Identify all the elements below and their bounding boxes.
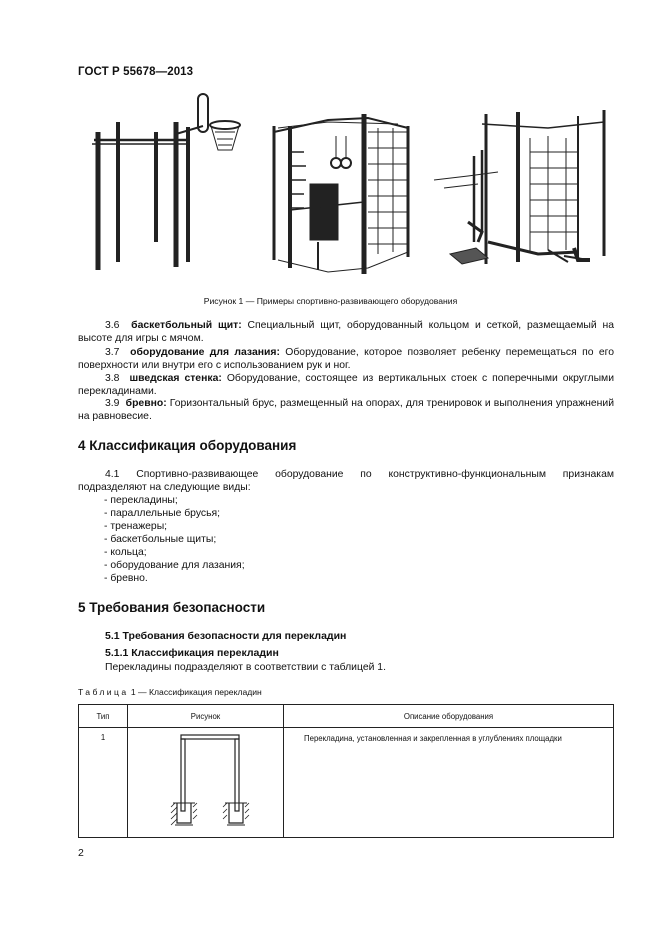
fitness-equipment-illustration xyxy=(434,110,604,264)
definition-term: шведская стенка: xyxy=(129,373,222,384)
pullup-bars-with-hoop-illustration xyxy=(92,94,240,270)
definition-3-9 xyxy=(78,397,614,423)
page-number: 2 xyxy=(78,847,84,859)
list-item: - баскетбольные щиты; xyxy=(104,533,245,546)
figure-caption: Рисунок 1 — Примеры спортивно-развивающего оборудования xyxy=(203,296,458,306)
definition-number: 3.9 xyxy=(105,398,120,409)
section-4-1-paragraph xyxy=(78,468,614,494)
definition-number: 3.7 xyxy=(105,347,120,358)
definition-number: 3.6 xyxy=(105,320,120,331)
cell-description xyxy=(284,728,614,838)
definition-term: оборудование для лазания: xyxy=(130,347,280,358)
equipment-illustrations xyxy=(78,92,618,288)
definition-text: Оборудование, которое позволяет ребенку перемещаться по его поверхности или внутри его с использованием рук и ног. xyxy=(78,347,614,371)
definition-3-6 xyxy=(78,319,614,345)
cell-type xyxy=(79,728,128,838)
table-caption-text: 1 — Классификация перекладин xyxy=(128,687,262,697)
section-5-1-heading: 5.1 Требования безопасности для перекладин xyxy=(105,630,347,642)
section-5-1-1-text: Перекладины подразделяют в соответствии с таблицей 1. xyxy=(105,662,386,673)
definition-text: Специальный щит, оборудованный кольцом и сеткой, размещаемый на высоте для игры с мячом. xyxy=(78,320,615,344)
type-value: 1 xyxy=(100,733,106,742)
classification-table xyxy=(78,704,614,838)
climbing-structure-illustration xyxy=(274,114,408,274)
definition-text: Горизонтальный брус, размещенный на опорах, для тренировок и выполнения упражнений на равновесие. xyxy=(78,398,615,422)
list-item: - бревно. xyxy=(104,572,245,585)
header-description: Описание оборудования xyxy=(284,705,614,728)
table-row xyxy=(79,728,614,838)
header-type: Тип xyxy=(79,705,128,728)
document-header: ГОСТ Р 55678—2013 xyxy=(78,66,194,78)
section-4-heading: 4 Классификация оборудования xyxy=(78,438,297,453)
section-5-1-1-heading: 5.1.1 Классификация перекладин xyxy=(105,647,279,659)
definition-text: Оборудование, состоящее из вертикальных стоек с поперечными округлыми перекладинами. xyxy=(78,373,614,397)
header-figure: Рисунок xyxy=(128,705,284,728)
definition-term: бревно: xyxy=(125,398,167,409)
list-item: - тренажеры; xyxy=(104,520,245,533)
definition-3-7 xyxy=(78,346,614,372)
definition-term: баскетбольный щит: xyxy=(131,320,242,331)
description-text: Перекладина, установленная и закрепленная в углублениях площадки xyxy=(304,734,562,743)
table-caption xyxy=(78,687,262,697)
section-4-1-text: 4.1 Спортивно-развивающее оборудование по конструктивно-функциональным признакам подразделяют на следующие виды: xyxy=(78,469,614,493)
pullup-bar-sketch xyxy=(165,731,255,829)
list-item: - параллельные брусья; xyxy=(104,507,245,520)
equipment-types-list xyxy=(104,494,245,585)
definition-number: 3.8 xyxy=(105,373,120,384)
list-item: - оборудование для лазания; xyxy=(104,559,245,572)
definition-3-8 xyxy=(78,372,614,398)
table-header-row xyxy=(79,705,614,728)
list-item: - кольца; xyxy=(104,546,245,559)
section-5-heading: 5 Требования безопасности xyxy=(78,600,266,615)
table-caption-prefix: Таблица xyxy=(78,687,129,697)
list-item: - перекладины; xyxy=(104,494,245,507)
